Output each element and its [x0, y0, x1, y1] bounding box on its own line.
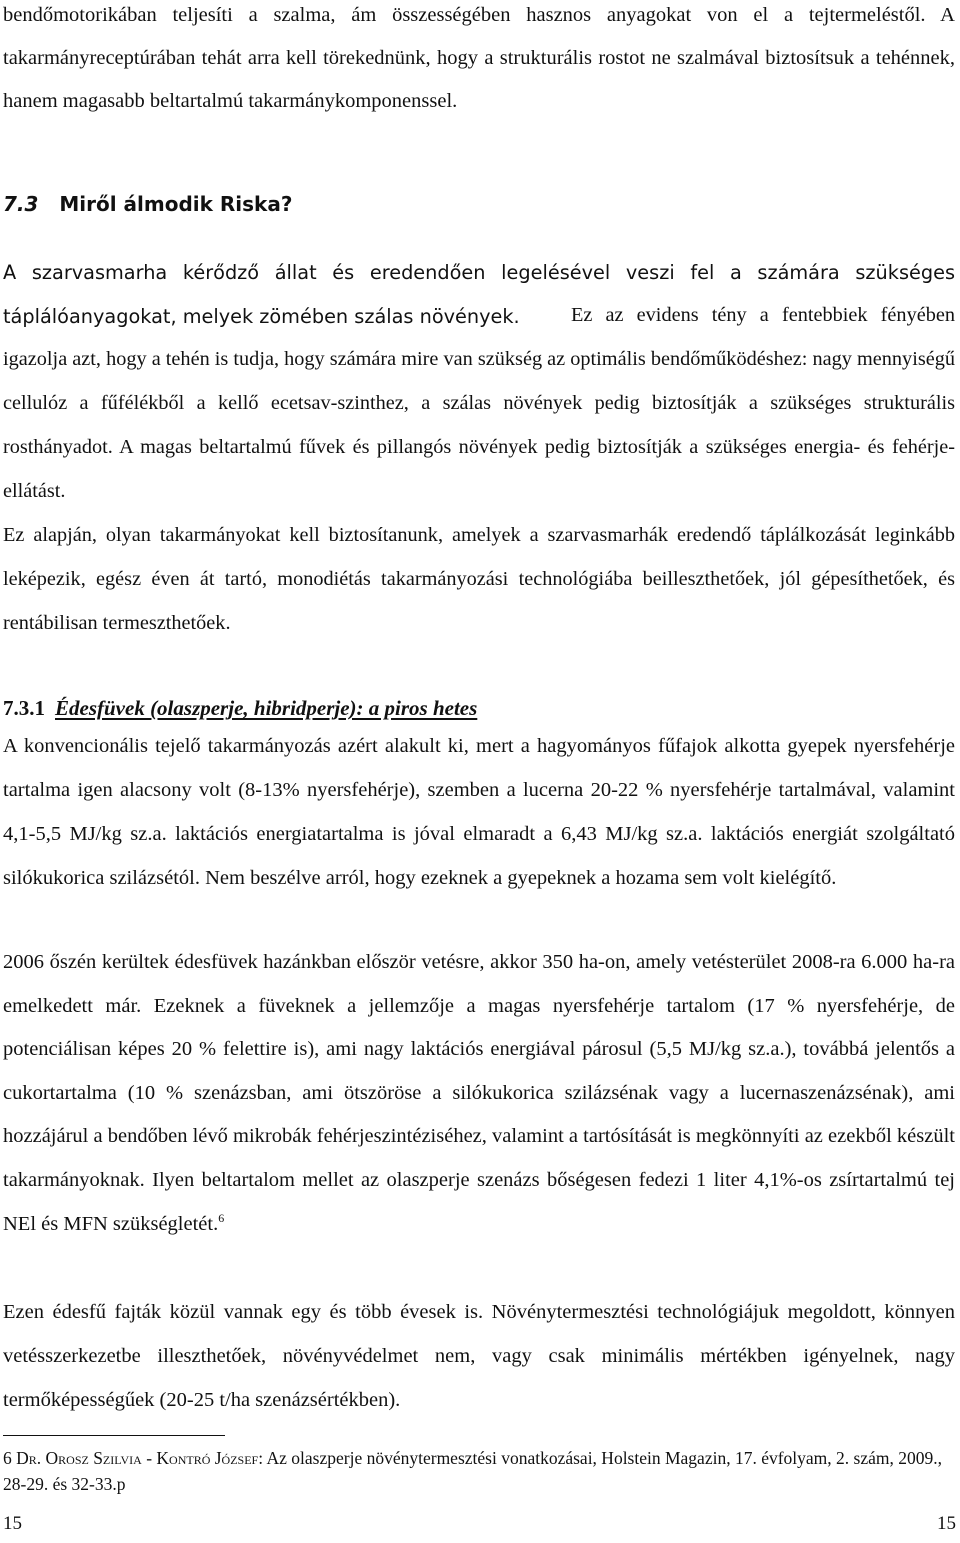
intro-sans-text: A szarvasmarha kérődző állat és eredendően legelésével veszi fel a számára szükséges táplálóanyagokat, melyek zömében szálas növények.: [3, 261, 955, 328]
intro-continuation: [3, 293, 955, 513]
footnote-citation: : Az olaszperje növénytermesztési vonatkozásai, Holstein Magazin, 17. évfolyam, 2. szám, 2009., 28-29. és 32-33.p: [3, 1448, 942, 1494]
footnote-authors: Dr. Orosz Szilvia - Kontró József: [16, 1448, 259, 1468]
footnote-reference[interactable]: 6: [218, 1210, 225, 1225]
konv-paragraph: A konvencionális tejelő takarmányozás azért alakult ki, mert a hagyományos fűfajok alkotta gyepek nyersfehérje tartalma igen alacsony volt (8-13% nyersfehérje), szemben a lucerna 20-22 % nyersfehérje tartalmával, valamint 4,1-5,5 MJ/kg sz.a. laktációs energiatartalma is jóval elmaradt a 6,43 MJ/kg sz.a. laktációs energiát szolgáltató silókukorica szilázsétól. Nem beszélve arról, hogy ezeknek a gyepeknek a hozama sem volt kielégítő.: [3, 735, 955, 889]
page-number-right: 15: [937, 1513, 956, 1534]
subsection-number: 7.3.1: [3, 696, 45, 720]
footnote-number: 6: [3, 1448, 12, 1468]
top-paragraph: bendőmotorikában teljesíti a szalma, ám összességében hasznos anyagokat von el a tejtermeléstől. A takarmányreceptúrában tehát arra kell törekednünk, hogy a strukturális rostot ne szalmával biztosítsuk a tehénnek, hanem magasabb beltartalmú takarmánykomponenssel.: [3, 4, 955, 112]
ez-paragraph: Ez alapján, olyan takarmányokat kell biztosítanunk, amelyek a szarvasmarhák eredendő táplálkozását leginkább leképezik, egész éven át tartó, monodiétás takarmányozási technológiába beilleszthetőek, jól gépesíthetőek, és rentábilisan termeszthetőek.: [3, 524, 955, 634]
page-number-left: 15: [3, 1513, 22, 1534]
footnote: [3, 1445, 955, 1497]
footnote-divider: [3, 1435, 225, 1436]
p2006-paragraph: [3, 941, 955, 1246]
intro-serif-text: Ez az evidens tény a fentebbiek fényében igazolja azt, hogy a tehén is tudja, hogy számára mire van szükség az optimális bendőműködéshez: nagy mennyiségű cellulóz a fűfélékből a kellő ecetsav-szinthez, a szálas növények pedig biztosítják a szükséges strukturális rosthányadot.: [3, 304, 955, 458]
p2006-text: 2006 őszén kerültek édesfüvek hazánkban először vetésre, akkor 350 ha-on, amely vetésterület 2008-ra 6.000 ha-ra emelkedett már. Ezeknek a füveknek a jellemzője a magas nyersfehérje tartalom (17 % nyersfehérje, de potenciálisan képes 20 % felettire is), ami nagy laktációs energiával párosul (5,5 MJ/kg sz.a.), továbbá jelentős a cukortartalma (10 % szenázsban, ami ötszöröse a silókukorica szilázsénak vagy a lucernaszenázsénak), ami hozzájárul a bendőben lévő mikrobák fehérjeszintéziséhez, valamint a tartósítását is megkönnyíti az ezekből készült takarmányoknak. Ilyen beltartalom mellet az olaszperje szenázs bőségesen fedezi 1 liter 4,1%-os zsírtartalmú tej NEl és MFN szükségletét.: [3, 951, 955, 1235]
ezen-paragraph: Ezen édesfű fajták közül vannak egy és több évesek is. Növénytermesztési technológiájuk megoldott, könnyen vetésszerkezetbe illeszthetőek, növényvédelmet nem, vagy csak minimális mértékben igényelnek, nagy termőképességűek (20-25 t/ha szenázsértékben).: [3, 1301, 955, 1411]
intro-serif-text-2: A magas beltartalmú fűvek és pillangós növények pedig biztosítják a szükséges energia- és fehérje-ellátást.: [3, 436, 956, 502]
section-title: Miről álmodik Riska?: [59, 192, 293, 216]
subsection-heading: [3, 696, 477, 721]
section-number: 7.3: [3, 192, 39, 216]
section-heading: [3, 192, 292, 216]
subsection-title: Édesfüvek (olaszperje, hibridperje): a piros hetes: [55, 696, 478, 720]
